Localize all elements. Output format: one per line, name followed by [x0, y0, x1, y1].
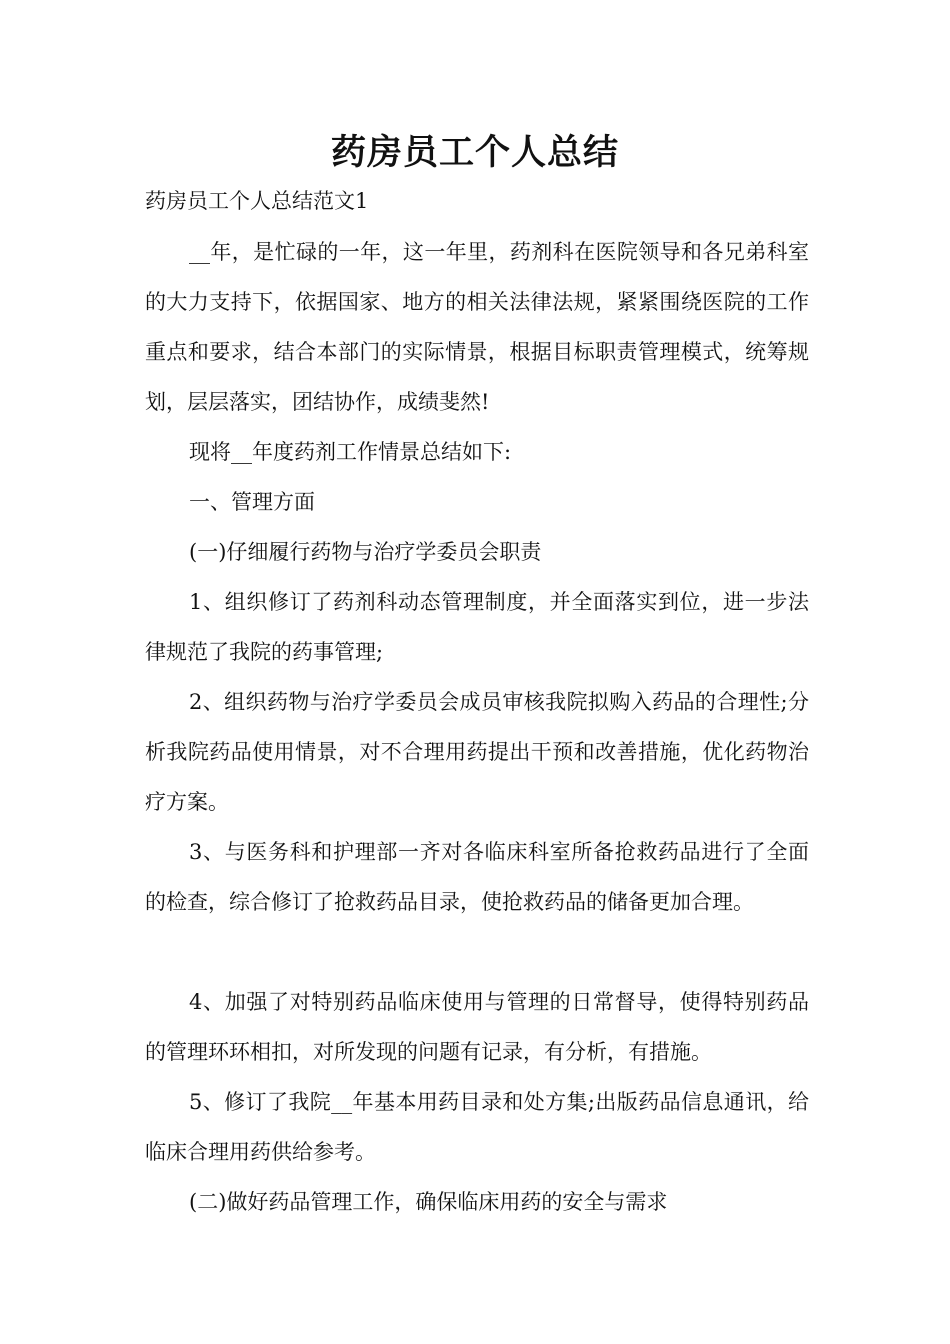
list-item-4: 4、加强了对特别药品临床使用与管理的日常督导，使得特别药品的管理环环相扣，对所发现的问题有记录，有分析，有措施。: [145, 990, 809, 1064]
list-item-5: 5、修订了我院__年基本用药目录和处方集;出版药品信息通讯，给临床合理用药供给参考。: [145, 1090, 809, 1164]
list-item-3: 3、与医务科和护理部一齐对各临床科室所备抢救药品进行了全面的检查，综合修订了抢救药品目录，使抢救药品的储备更加合理。: [145, 840, 809, 914]
subsection-heading-committee: (一)仔细履行药物与治疗学委员会职责: [189, 540, 542, 564]
document-subtitle: 药房员工个人总结范文1: [145, 189, 369, 213]
section-heading-management: 一、管理方面: [189, 490, 315, 514]
paragraph-intro: __年，是忙碌的一年，这一年里，药剂科在医院领导和各兄弟科室的大力支持下，依据国家、地方的相关法律法规，紧紧围绕医院的工作重点和要求，结合本部门的实际情景，根据目标职责管理模式，统筹规划，层层落实，团结协作，成绩斐然!: [145, 240, 809, 414]
document-body: [145, 227, 809, 1227]
subsection-heading-drug-management: (二)做好药品管理工作，确保临床用药的安全与需求: [189, 1190, 668, 1214]
document-title: 药房员工个人总结: [330, 133, 619, 173]
paragraph-summary-lead: 现将__年度药剂工作情景总结如下:: [189, 440, 512, 464]
list-item-2: 2、组织药物与治疗学委员会成员审核我院拟购入药品的合理性;分析我院药品使用情景，对不合理用药提出干预和改善措施，优化药物治疗方案。: [145, 690, 809, 814]
list-item-1: 1、组织修订了药剂科动态管理制度，并全面落实到位，进一步法律规范了我院的药事管理;: [145, 590, 809, 664]
